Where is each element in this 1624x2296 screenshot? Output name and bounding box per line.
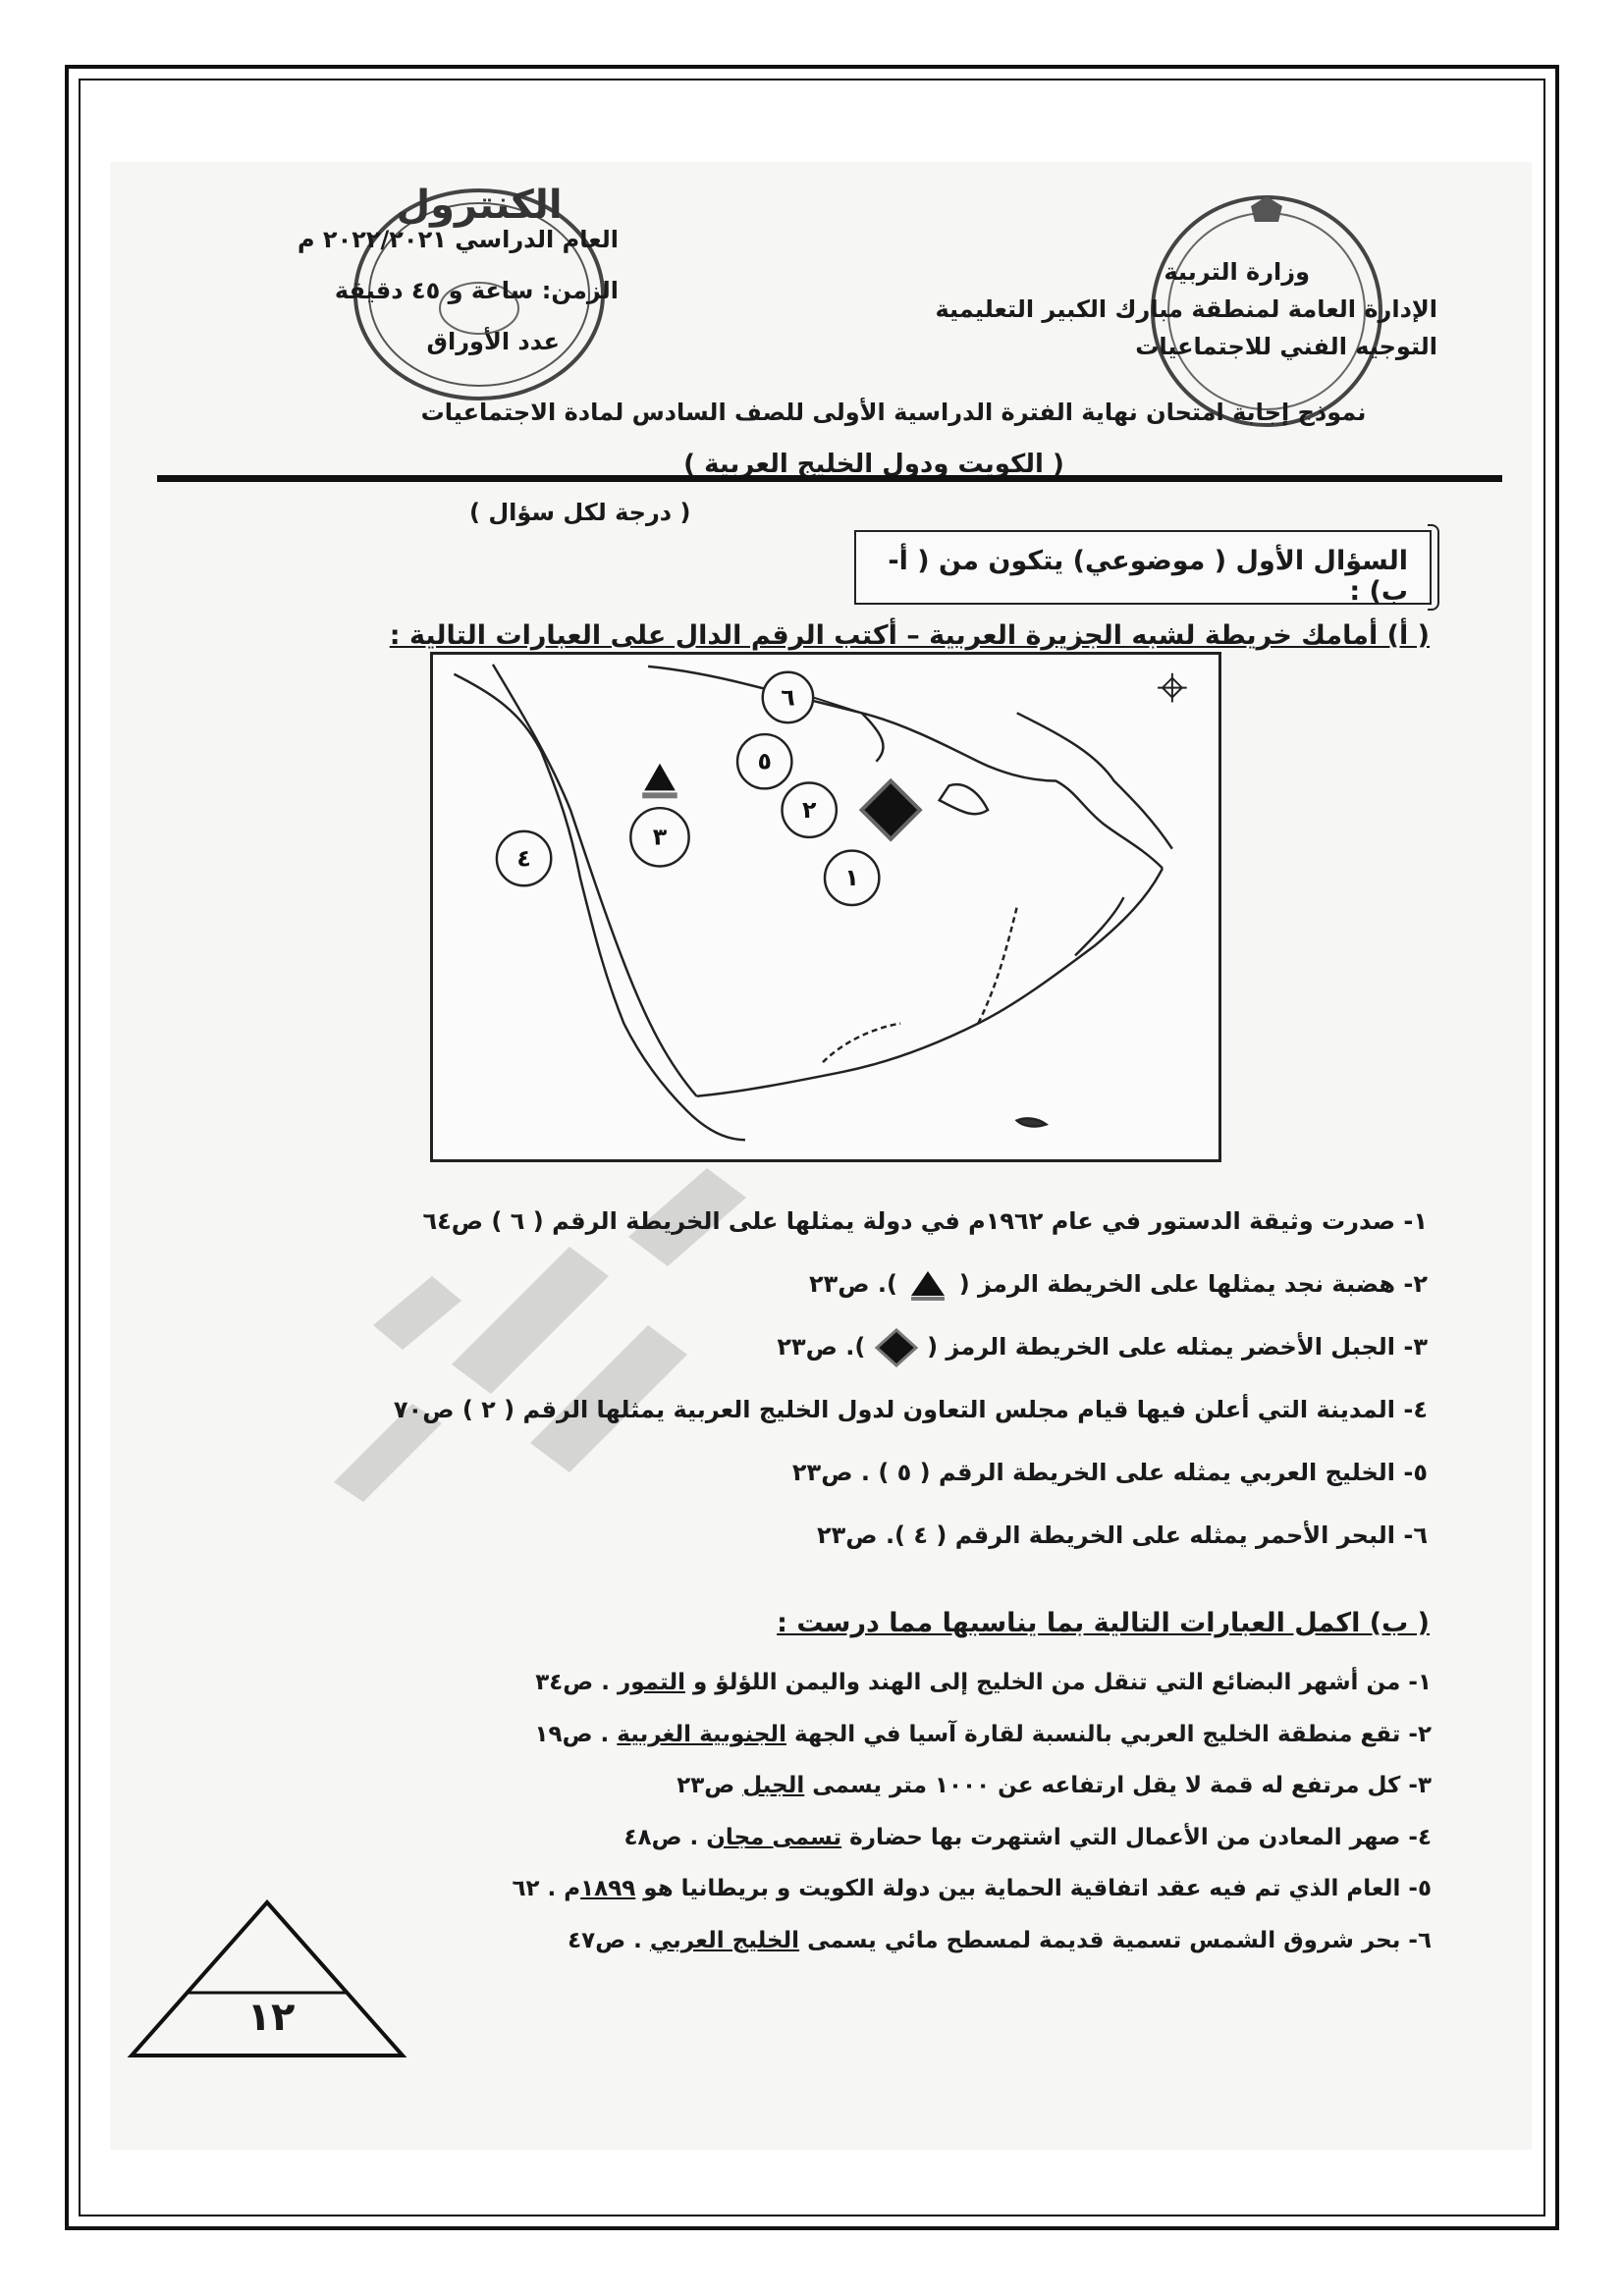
part-b-item-6 <box>253 1915 1432 1967</box>
question-one-heading: السؤال الأول ( موضوعي) يتكون من ( أ- ب) : <box>854 530 1432 605</box>
part-b-item-1 <box>253 1657 1432 1709</box>
part-a-item-3-text: ٣- الجبل الأخضر يمثله على الخريطة الرمز ( <box>927 1333 1428 1361</box>
map-label-1: ١ <box>844 864 859 892</box>
ministry-name: وزارة التربية <box>1164 258 1310 286</box>
part-b-statements <box>253 1657 1432 1966</box>
part-a-item-2-suffix: ). ص٢٣ <box>808 1270 897 1298</box>
part-b-item-5-answer: ١٨٩٩ <box>580 1876 636 1901</box>
part-a-item-4: ٤- المدينة التي أعلن فيها قيام مجلس التعاون لدول الخليج العربية يمثلها الرقم ( ٢ ) ص٧٠ <box>393 1396 1428 1423</box>
exam-subtitle: ( الكويت ودول الخليج العربية ) <box>683 450 1064 479</box>
part-a-item-6: ٦- البحر الأحمر يمثله على الخريطة الرقم ( ٤ ). ص٢٣ <box>817 1522 1428 1549</box>
part-a-item-5: ٥- الخليج العربي يمثله على الخريطة الرقم ( ٥ ) . ص٢٣ <box>791 1459 1428 1486</box>
diamond-symbol-icon <box>874 1328 919 1367</box>
exam-title: نموذج إجابة امتحان نهاية الفترة الدراسية الأولى للصف السادس لمادة الاجتماعيات <box>420 399 1367 426</box>
part-a-item-2 <box>348 1253 1428 1315</box>
part-b-item-6-text: ٦- بحر شروق الشمس تسمية قديمة لمسطح مائي يسمى <box>799 1927 1432 1953</box>
part-b-item-2 <box>253 1709 1432 1761</box>
map-label-3: ٣ <box>652 823 668 851</box>
part-b-item-1-answer: التمور <box>617 1670 685 1695</box>
part-a-statements <box>348 1190 1428 1567</box>
map-triangle-symbol <box>642 764 677 799</box>
part-b-item-5-text: ٥- العام الذي تم فيه عقد اتفاقية الحماية بين دولة الكويت و بريطانيا هو <box>635 1876 1432 1901</box>
qatar-peninsula <box>940 784 988 814</box>
part-b-item-6-page: . ص٤٧ <box>568 1927 650 1953</box>
part-b-item-5-page: م . ٦٢ <box>512 1876 581 1901</box>
part-a-item-3-suffix: ). ص٢٣ <box>777 1333 866 1361</box>
part-b-item-6-answer: الخليج العربي <box>649 1927 800 1953</box>
red-sea-coast-west <box>454 674 745 1140</box>
academic-year: العام الدراسي ٢٠٢٢/٢٠٢١ م <box>297 226 619 253</box>
map-diamond-symbol <box>862 781 920 839</box>
part-b-item-2-text: ٢- تقع منطقة الخليج العربي بالنسبة لقارة آسيا في الجهة <box>785 1721 1432 1747</box>
arabian-peninsula-map <box>430 652 1221 1162</box>
directorate-name: الإدارة العامة لمنطقة مبارك الكبير التعليمية <box>935 295 1437 323</box>
part-b-item-3-text: ٣- كل مرتفع له قمة لا يقل ارتفاعه عن ١٠٠٠ متر يسمى <box>804 1773 1432 1798</box>
part-b-item-1-text: ١- من أشهر البضائع التي تنقل من الخليج إلى الهند واليمن اللؤلؤ و <box>684 1670 1432 1695</box>
map-label-6: ٦ <box>781 683 795 712</box>
part-b-item-1-page: . ص٣٤ <box>535 1670 618 1695</box>
map-label-4: ٤ <box>516 844 531 873</box>
part-b-heading: ( ب) اكمل العبارات التالية بما يناسبها مما درست : <box>777 1608 1430 1638</box>
southern-coast <box>697 868 1163 1095</box>
map-label-5: ٥ <box>757 747 772 775</box>
supervision-name: التوجيه الفني للاجتماعيات <box>1135 333 1437 360</box>
title-divider <box>157 475 1502 482</box>
part-b-item-5 <box>253 1863 1432 1915</box>
gulf-coast <box>648 667 1163 869</box>
part-b-item-4-answer: تسمى مجان <box>706 1824 842 1850</box>
part-a-item-1: ١- صدرت وثيقة الدستور في عام ١٩٦٢م في دولة يمثلها على الخريطة الرقم ( ٦ ) ص٦٤ <box>422 1207 1428 1235</box>
part-b-item-2-page: . ص١٩ <box>534 1721 618 1747</box>
part-b-item-4 <box>253 1812 1432 1864</box>
grade-note: ( درجة لكل سؤال ) <box>469 499 691 526</box>
exam-time: الزمن: ساعة و ٤٥ دقيقة <box>334 277 619 304</box>
sheet-count: عدد الأوراق <box>426 328 560 355</box>
part-b-item-4-page: . ص٤٨ <box>623 1824 707 1850</box>
part-b-item-4-text: ٤- صهر المعادن من الأعمال التي اشتهرت بها حضارة <box>841 1824 1432 1850</box>
part-b-item-3-answer: الجبل <box>742 1773 805 1798</box>
part-a-item-3 <box>348 1315 1428 1378</box>
part-b-item-2-answer: الجنوبية الغربية <box>617 1721 786 1747</box>
part-b-item-3 <box>253 1760 1432 1812</box>
map-label-2: ٢ <box>801 796 817 825</box>
triangle-symbol-icon <box>905 1268 950 1302</box>
part-a-heading: ( أ) أمامك خريطة لشبه الجزيرة العربية – أكتب الرقم الدال على العبارات التالية : <box>389 620 1430 651</box>
part-b-item-3-page: ص٢٣ <box>677 1773 743 1798</box>
stamp-label: الكنترول <box>396 183 563 228</box>
header-right <box>888 253 1437 365</box>
header-left <box>206 214 619 367</box>
page-number: ١٢ <box>246 1995 296 2040</box>
map-north-arrow <box>1158 673 1187 703</box>
part-a-item-2-text: ٢- هضبة نجد يمثلها على الخريطة الرمز ( <box>958 1270 1428 1298</box>
